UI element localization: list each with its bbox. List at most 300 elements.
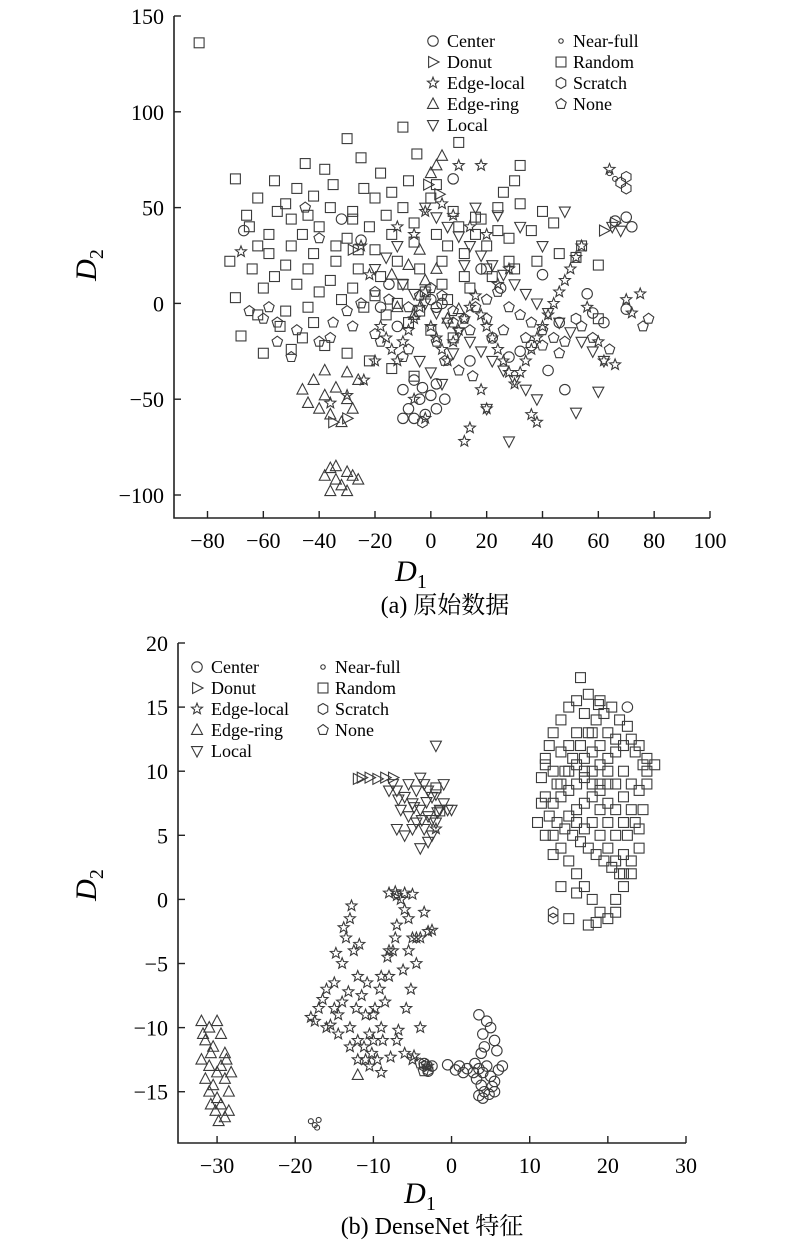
point-random [544, 741, 554, 751]
point-edge-local [401, 1003, 412, 1013]
point-edge-local [407, 889, 418, 899]
legend-a-none-label: None [573, 94, 612, 114]
point-edge-ring [223, 1086, 234, 1096]
point-edge-local [419, 906, 430, 916]
point-random [572, 818, 582, 828]
x-tick-label-a: 20 [475, 528, 498, 553]
point-random [309, 191, 319, 201]
legend-a-near-full [559, 31, 639, 51]
point-edge-ring [386, 269, 397, 279]
point-edge-local [448, 336, 459, 346]
point-none [398, 352, 408, 362]
point-edge-local [476, 160, 487, 170]
point-random [638, 760, 648, 770]
point-local [504, 437, 515, 447]
point-none [526, 317, 536, 327]
point-edge-local [399, 1047, 410, 1057]
point-edge-local [366, 1047, 377, 1057]
point-edge-local [321, 983, 332, 993]
point-random [634, 824, 644, 834]
point-edge-local [548, 298, 559, 308]
point-random [415, 264, 425, 274]
point-edge-local [464, 422, 475, 432]
point-random [225, 256, 235, 266]
point-random [626, 734, 636, 744]
legend-b-donut-label: Donut [211, 678, 256, 698]
point-random [568, 753, 578, 763]
point-center [426, 390, 436, 400]
point-none [560, 336, 570, 346]
point-random [536, 798, 546, 808]
point-random [376, 168, 386, 178]
point-random [342, 348, 352, 358]
point-edge-local [593, 336, 604, 346]
point-edge-local [337, 958, 348, 968]
point-none [638, 321, 648, 331]
point-random [619, 882, 629, 892]
point-edge-local [405, 983, 416, 993]
legend-marker-none [556, 99, 566, 109]
point-center [492, 1045, 502, 1055]
point-edge-local [398, 964, 409, 974]
point-near-full [316, 1117, 321, 1122]
point-random [603, 843, 613, 853]
point-random [595, 805, 605, 815]
point-random [337, 295, 347, 305]
legend-a-local [428, 115, 488, 135]
point-random [370, 245, 380, 255]
point-center [537, 269, 547, 279]
point-random [412, 149, 422, 159]
point-random [356, 153, 366, 163]
x-axis-label-b-sub: 1 [425, 1193, 436, 1215]
point-edge-local [492, 344, 503, 354]
point-random [626, 856, 636, 866]
point-random [398, 122, 408, 132]
point-random [619, 792, 629, 802]
point-random [583, 843, 593, 853]
point-local [520, 385, 531, 395]
point-random [634, 843, 644, 853]
point-random [342, 233, 352, 243]
point-random [579, 709, 589, 719]
point-random [540, 792, 550, 802]
point-random [281, 260, 291, 270]
point-random [626, 869, 636, 879]
point-edge-local [537, 321, 548, 331]
point-local [459, 261, 470, 271]
point-edge-ring [330, 382, 341, 392]
point-random [270, 272, 280, 282]
point-random [303, 302, 313, 312]
legend-a-edge-ring-label: Edge-ring [447, 94, 519, 114]
point-edge-local [448, 209, 459, 219]
point-none [370, 286, 380, 296]
point-none [292, 325, 302, 335]
point-center [442, 1060, 452, 1070]
point-random [564, 702, 574, 712]
point-random [587, 818, 597, 828]
point-random [253, 193, 263, 203]
point-scratch [621, 171, 631, 182]
point-random [583, 728, 593, 738]
series-random-b [431, 673, 660, 930]
point-random [587, 728, 597, 738]
point-center [560, 384, 570, 394]
point-random [603, 779, 613, 789]
point-random [253, 241, 263, 251]
svg-text:D2 [70, 869, 108, 902]
point-center [417, 382, 427, 392]
point-random [258, 348, 268, 358]
point-local [531, 395, 542, 405]
point-edge-local [352, 971, 363, 981]
point-edge-local [352, 1054, 363, 1064]
series-near-full-b [308, 1117, 321, 1130]
point-random [437, 256, 447, 266]
point-edge-local [374, 983, 385, 993]
point-edge-ring [342, 366, 353, 376]
point-local [498, 366, 509, 376]
y-axis-label-a-main: D [70, 259, 103, 281]
legend-b-edge-local [192, 699, 289, 719]
point-random [526, 226, 536, 236]
y-axis-label-a [70, 249, 108, 282]
y-tick-label-b: −15 [133, 1079, 168, 1105]
point-none [286, 352, 296, 362]
svg-text:D1 [394, 555, 427, 593]
point-none [272, 317, 282, 327]
point-local [414, 356, 425, 366]
point-edge-local [344, 913, 355, 923]
point-random [353, 264, 363, 274]
point-local [520, 289, 531, 299]
y-tick-label-b: −10 [133, 1015, 168, 1041]
point-random [552, 818, 562, 828]
y-axis-label-b [70, 869, 108, 902]
point-random [381, 210, 391, 220]
point-center [336, 214, 346, 224]
point-center [440, 394, 450, 404]
point-edge-ring [414, 244, 425, 254]
legend-b [192, 657, 401, 761]
point-edge-local [354, 939, 365, 949]
point-random [548, 830, 558, 840]
point-random [342, 134, 352, 144]
point-random [515, 199, 525, 209]
point-none [554, 348, 564, 358]
point-random [611, 779, 621, 789]
point-edge-local [372, 1054, 383, 1064]
point-edge-local [526, 409, 537, 419]
point-center [448, 174, 458, 184]
legend-b-local-label: Local [211, 741, 252, 761]
point-local [576, 337, 587, 347]
legend-b-near-full [321, 657, 401, 677]
point-random [595, 785, 605, 795]
point-random [548, 728, 558, 738]
point-local [531, 299, 542, 309]
point-local [593, 387, 604, 397]
point-edge-local [453, 160, 464, 170]
y-tick-label-b: 0 [157, 887, 168, 913]
point-random [593, 260, 603, 270]
y-tick-label-b: −5 [144, 951, 168, 977]
series-center-b [419, 702, 633, 1103]
point-edge-ring [352, 1069, 363, 1079]
x-tick-label-a: −80 [190, 528, 225, 553]
x-axis-label-a [394, 555, 427, 593]
point-local [537, 242, 548, 252]
axes-a [174, 16, 710, 518]
point-random [579, 766, 589, 776]
point-random [642, 779, 652, 789]
point-edge-ring [196, 1015, 207, 1025]
x-tick-label-a: −60 [246, 528, 281, 553]
point-edge-local [409, 313, 420, 323]
point-edge-ring [303, 397, 314, 407]
legend-marker-local [428, 121, 439, 131]
point-edge-local [344, 1041, 355, 1051]
point-edge-local [415, 1022, 426, 1032]
point-random [454, 222, 464, 232]
point-random [595, 779, 605, 789]
point-random [533, 818, 543, 828]
point-local [464, 242, 475, 252]
point-random [556, 843, 566, 853]
point-edge-ring [319, 470, 330, 480]
point-edge-local [351, 1003, 362, 1013]
point-random [579, 773, 589, 783]
point-random [454, 138, 464, 148]
point-none [403, 302, 413, 312]
legend-a-scratch-label: Scratch [573, 73, 627, 93]
point-random [607, 862, 617, 872]
point-random [325, 275, 335, 285]
caption-a: (a) 原始数据 [380, 593, 510, 619]
point-random [331, 241, 341, 251]
point-edge-ring [437, 150, 448, 160]
point-donut [600, 225, 610, 236]
legend-b-edge-ring [192, 720, 283, 740]
point-edge-local [526, 344, 537, 354]
point-none [328, 317, 338, 327]
point-edge-local [369, 1003, 380, 1013]
point-center [599, 317, 609, 327]
point-random [634, 741, 644, 751]
point-random [540, 830, 550, 840]
point-edge-ring [319, 389, 330, 399]
point-random [642, 753, 652, 763]
point-random [504, 256, 514, 266]
point-random [548, 850, 558, 860]
point-none [314, 233, 324, 243]
y-tick-label-b: 10 [146, 759, 168, 785]
x-tick-label-a: −40 [301, 528, 337, 553]
point-random [603, 753, 613, 763]
point-local [431, 213, 442, 223]
point-edge-ring [308, 374, 319, 384]
point-edge-local [344, 1022, 355, 1032]
svg-text:D1 [403, 1177, 436, 1215]
point-edge-local [337, 996, 348, 1006]
legend-b-random [318, 678, 396, 698]
point-random [603, 766, 613, 776]
point-none [454, 365, 464, 375]
point-edge-ring [212, 1015, 223, 1025]
point-random [579, 824, 589, 834]
legend-a-edge-ring [428, 94, 519, 114]
point-random [587, 766, 597, 776]
point-random [611, 747, 621, 757]
x-tick-label-b: 10 [518, 1153, 541, 1178]
point-random [286, 241, 296, 251]
point-edge-local [423, 926, 434, 936]
point-random [556, 715, 566, 725]
point-random [634, 785, 644, 795]
point-random [292, 183, 302, 193]
point-random [303, 264, 313, 274]
point-none [314, 336, 324, 346]
point-edge-ring [353, 374, 364, 384]
point-local [381, 253, 392, 263]
point-edge-local [376, 1067, 387, 1077]
point-random [331, 256, 341, 266]
point-edge-ring [200, 1073, 211, 1083]
x-tick-label-a: 0 [425, 528, 437, 553]
point-random [579, 882, 589, 892]
point-random [286, 344, 296, 354]
point-local [442, 222, 453, 232]
y-tick-label-a: 100 [131, 99, 164, 125]
series-donut-b [353, 772, 399, 784]
point-local [438, 780, 449, 790]
point-edge-ring [215, 1060, 226, 1070]
point-none [325, 332, 335, 342]
point-random [572, 696, 582, 706]
legend-a-donut-label: Donut [447, 52, 492, 72]
point-random [560, 766, 570, 776]
series-local-b [384, 741, 458, 854]
point-random [443, 241, 453, 251]
point-edge-ring [431, 263, 442, 273]
legend-b-edge-ring-label: Edge-ring [211, 720, 283, 740]
legend-marker-none [318, 725, 328, 735]
y-tick-label-a: 150 [131, 4, 164, 29]
point-edge-local [481, 229, 492, 239]
point-local [446, 805, 457, 815]
point-random [591, 850, 601, 860]
point-center [479, 1042, 489, 1052]
point-local [515, 222, 526, 232]
point-random [599, 709, 609, 719]
legend-b-edge-local-label: Edge-local [211, 699, 289, 719]
x-tick-label-a: 40 [531, 528, 554, 553]
point-random [328, 180, 338, 190]
point-random [572, 728, 582, 738]
point-random [626, 779, 636, 789]
point-none [548, 332, 558, 342]
point-center [622, 702, 632, 712]
point-random [564, 856, 574, 866]
point-random [622, 830, 632, 840]
legend-marker-near-full [321, 665, 326, 670]
point-random [348, 214, 358, 224]
point-random [576, 741, 586, 751]
point-none [470, 302, 480, 312]
point-scratch [616, 177, 626, 188]
point-random [630, 818, 640, 828]
point-random [611, 805, 621, 815]
point-random [404, 176, 414, 186]
point-center [375, 302, 385, 312]
point-local [565, 328, 576, 338]
x-tick-label-b: −10 [356, 1153, 391, 1178]
point-local [476, 251, 487, 261]
point-local [509, 280, 520, 290]
panel-a [70, 4, 727, 619]
point-none [272, 336, 282, 346]
point-center [431, 404, 441, 414]
point-random [230, 174, 240, 184]
point-random [392, 256, 402, 266]
legend-a-center [428, 31, 495, 51]
legend-b-random-label: Random [335, 678, 396, 698]
point-edge-local [403, 945, 414, 955]
point-random [564, 766, 574, 776]
point-edge-local [362, 977, 373, 987]
point-edge-local [370, 355, 381, 365]
point-edge-local [559, 275, 570, 285]
legend-marker-random [318, 683, 328, 693]
point-edge-local [470, 290, 481, 300]
point-random [572, 869, 582, 879]
point-random [595, 907, 605, 917]
point-local [587, 347, 598, 357]
legend-marker-edge-local [428, 77, 439, 87]
legend-a-none [556, 94, 612, 114]
point-edge-ring [342, 466, 353, 476]
point-random [615, 715, 625, 725]
point-edge-local [346, 900, 357, 910]
point-edge-ring [215, 1028, 226, 1038]
legend-marker-center [192, 662, 202, 672]
point-center [582, 289, 592, 299]
point-random [611, 830, 621, 840]
point-center [621, 304, 631, 314]
y-tick-label-a: −100 [118, 483, 164, 509]
point-random [325, 203, 335, 213]
point-edge-local [571, 252, 582, 262]
point-edge-ring [425, 167, 436, 177]
point-random [409, 218, 419, 228]
point-random [556, 792, 566, 802]
y-axis-label-b-main: D [70, 879, 103, 901]
point-edge-local [411, 958, 422, 968]
point-edge-local [352, 1035, 363, 1045]
point-random [348, 283, 358, 293]
point-none [481, 294, 491, 304]
y-tick-label-a: −50 [129, 387, 164, 413]
point-random [493, 226, 503, 236]
point-random [230, 293, 240, 303]
point-random [532, 256, 542, 266]
point-random [591, 918, 601, 928]
point-edge-ring [226, 1066, 237, 1076]
point-random [376, 272, 386, 282]
x-tick-label-b: 0 [446, 1153, 458, 1178]
point-random [194, 38, 204, 48]
